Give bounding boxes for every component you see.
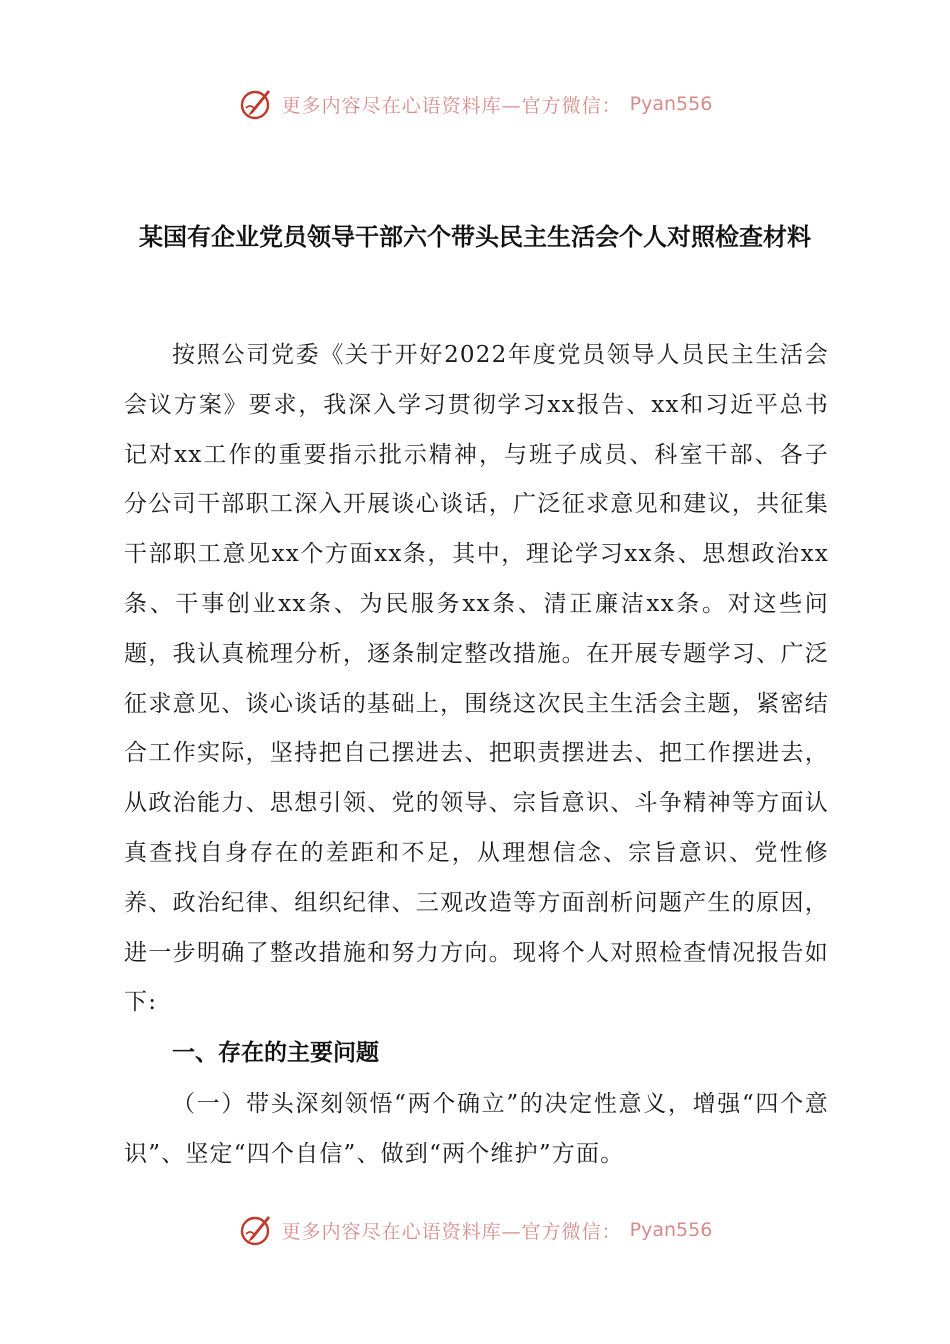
watermark-text: 更多内容尽在心语资料库—官方微信： [281,94,622,117]
watermark-wechat-id: Pyan556 [629,93,713,115]
watermark-text: 更多内容尽在心语资料库—官方微信： [281,1220,622,1243]
watermark-wechat-id: Pyan556 [629,1219,713,1241]
document-title: 某国有企业党员领导干部六个带头民主生活会个人对照检查材料 [139,223,811,251]
watermark-banner-top [0,84,950,124]
subsection-paragraph: （一）带头深刻领悟“两个确立”的决定性意义，增强“四个意识”、坚定“四个自信”、做到“两个维护”方面。 [124,1091,829,1167]
section-heading: 一、存在的主要问题 [172,1040,379,1066]
quill-logo-icon [238,86,274,122]
intro-paragraph: 按照公司党委《关于开好2022年度党员领导人员民主生活会会议方案》要求，我深入学习贯彻学习xx报告、xx和习近平总书记对xx工作的重要指示批示精神，与班子成员、科室干部、各子分公司干部职工深入开展谈心谈话，广泛征求意见和建议，共征集干部职工意见xx个方面xx条，其中，理论学习xx条、思想政治xx条、干事创业xx条、为民服务xx条、清正廉洁xx条。对这些问题，我认真梳理分析，逐条制定整改措施。在开展专题学习、广泛征求意见、谈心谈话的基础上，围绕这次民主生活会主题，紧密结合工作实际，坚持把自己摆进去、把职责摆进去、把工作摆进去，从政治能力、思想引领、党的领导、宗旨意识、斗争精神等方面认真查找自身存在的差距和不足，从理想信念、宗旨意识、党性修养、政治纪律、组织纪律、三观改造等方面剖析问题产生的原因，进一步明确了整改措施和努力方向。现将个人对照检查情况报告如下: [124,342,829,1016]
watermark-banner-bottom [0,1210,950,1250]
quill-logo-icon [238,1212,274,1248]
